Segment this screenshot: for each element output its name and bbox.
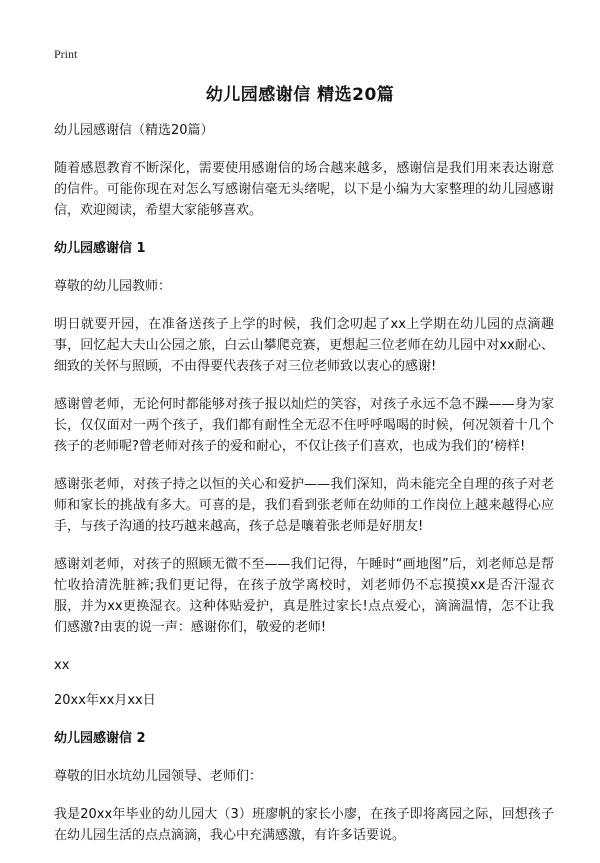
document-subtitle: 幼儿园感谢信（精选20篇） (54, 123, 214, 138)
letter1-paragraph-1: 明日就要开园，在准备送孩子上学的时候，我们念叨起了xx上学期在幼儿园的点滴趣事，回忆起大夫山公园之旅，白云山攀爬竞赛，更想起三位老师在幼儿园中对xx耐心、细致的关怀与照顾，不由得要代表孩子对三位老师致以衷心的感谢! (54, 317, 554, 374)
letter1-paragraph-2: 感谢曾老师，无论何时都能够对孩子报以灿烂的笑容，对孩子永远不急不躁——身为家长，仅仅面对一两个孩子，我们都有耐性全无忍不住呼呼喝喝的时候，何况领着十几个孩子的老师呢?曾老师对孩子的爱和耐心，不仅让孩子们喜欢，也成为我们的‘榜样! (54, 397, 554, 454)
document-body (54, 120, 554, 863)
letter1-signature: xx (54, 658, 70, 673)
print-link[interactable]: Print (54, 47, 78, 61)
letter1-paragraph-3: 感谢张老师，对孩子持之以恒的关心和爱护——我们深知，尚未能完全自理的孩子对老师和家长的挑战有多大。可喜的是，我们看到张老师在幼师的工作岗位上越来越得心应手，与孩子沟通的技巧越来越高，孩子总是嚷着张老师是好朋友! (54, 477, 554, 534)
letter1-salutation: 尊敬的幼儿园教师： (54, 279, 172, 294)
letter1-heading: 幼儿园感谢信 1 (54, 241, 146, 256)
letter1-paragraph-4: 感谢刘老师，对孩子的照顾无微不至——我们记得，午睡时“画地图”后，刘老师总是帮忙收拾清洗脏裤;我们更记得，在孩子放学离校时，刘老师仍不忘摸摸xx是否汗湿衣服，并为xx更换湿衣。这种体贴爱护，真是胜过家长!点点爱心，滴滴温情，怎不让我们感激?由衷的说一声：感谢你们，敬爱的老师! (54, 557, 554, 635)
page-title: 幼儿园感谢信 精选20篇 (205, 85, 395, 105)
letter1-date: 20xx年xx月xx日 (54, 693, 156, 708)
letter2-paragraph-1: 我是20xx年毕业的幼儿园大（3）班廖帆的家长小廖，在孩子即将离园之际，回想孩子在幼儿园生活的点点滴滴，我心中充满感激，有许多话要说。 (54, 807, 554, 843)
letter2-salutation: 尊敬的旧水坑幼儿园领导、老师们： (54, 769, 263, 784)
intro-paragraph: 随着感恩教育不断深化，需要使用感谢信的场合越来越多，感谢信是我们用来表达谢意的信件。可能你现在对怎么写感谢信毫无头绪呢，以下是小编为大家整理的幼儿园感谢信，欢迎阅读，希望大家能够喜欢。 (54, 161, 554, 218)
letter2-heading: 幼儿园感谢信 2 (54, 731, 146, 746)
